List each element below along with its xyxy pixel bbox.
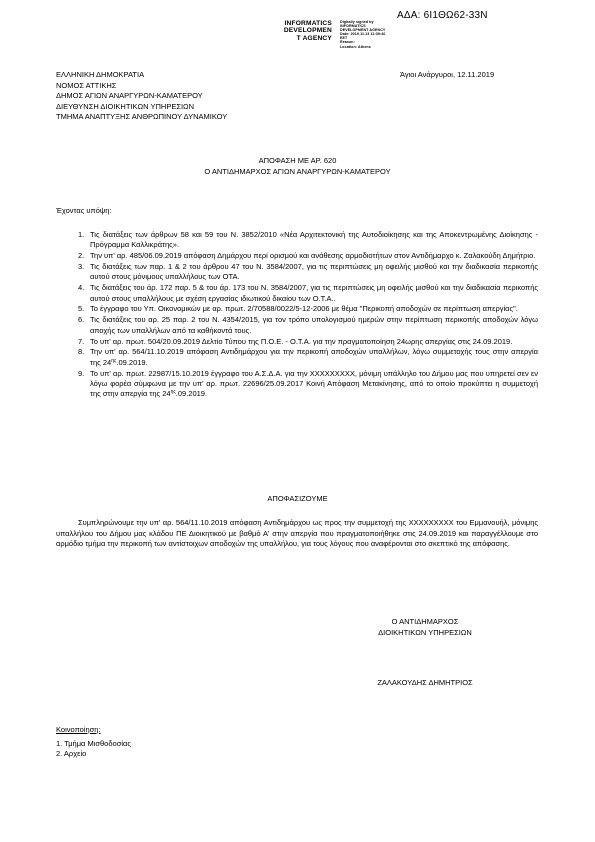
stamp-line: INFORMATICS bbox=[284, 20, 332, 27]
header-line: ΕΛΛΗΝΙΚΗ ΔΗΜΟΚΡΑΤΙΑ bbox=[56, 70, 145, 79]
item-number: 6. bbox=[78, 315, 85, 325]
list-item bbox=[78, 369, 538, 400]
stamp-fine-line: Digitally signed by bbox=[340, 20, 374, 24]
header-line: ΔΗΜΟΣ ΑΓΙΩΝ ΑΝΑΡΓΥΡΩΝ-ΚΑΜΑΤΕΡΟΥ bbox=[56, 91, 203, 100]
list-item bbox=[78, 251, 538, 261]
stamp-line: DEVELOPMEN bbox=[283, 27, 332, 35]
decision-text: Συμπληρώνουμε την υπ' αρ. 564/11.10.2019 απόφαση Αντιδημάρχου ως προς την συμμετοχή της ΧΧΧΧΧΧΧΧΧ του Εμμανουήλ, μόνιμης υπαλλήλου του Δήμου μας κλάδου ΠΕ Διοικητικού με βαθμό Α' στην απεργία που πραγματοποιήθηκε στις 24.09.2019 και παραγγέλλουμε στο αρμόδιο τμήμα την περικοπή των αντίστοιχων αποδοχών της υπαλλήλου, για τους λόγους που αναφέρονται στο σκεπτικό της απόφασης. bbox=[56, 518, 538, 548]
issuer-title: Ο ΑΝΤΙΔΗΜΑΡΧΟΣ ΑΓΙΩΝ ΑΝΑΡΓΥΡΩΝ-ΚΑΜΑΤΕΡΟΥ bbox=[204, 166, 391, 176]
list-item bbox=[78, 337, 538, 347]
list-item bbox=[78, 304, 538, 314]
distribution-heading: Κοινοποίηση: bbox=[56, 725, 101, 734]
item-text: Τις διατάξεις του αρ. 25 παρ. 2 του Ν. 4354/2015, για τον τρόπο υπολογισμού ημερών στην περίπτωση περικοπής αποδοχών λόγω αποχής των υπαλλήλων από τα καθήκοντά τους. bbox=[90, 315, 538, 335]
place-date: Άγιοι Ανάργυροι, 12.11.2019 bbox=[400, 70, 495, 79]
signatory-block bbox=[340, 617, 510, 638]
item-text: Τις διατάξεις των παρ. 1 & 2 του άρθρου 47 του Ν. 3584/2007, για τις περιπτώσεις μη οφειλής μισθού και την διαδικασία περικοπής αυτού στους μόνιμους υπαλλήλους των ΟΤΑ. bbox=[90, 262, 538, 282]
stamp-fine-line: Date: 2019.11.13 11:39:40 bbox=[340, 32, 386, 37]
signatory-department: ΔΙΟΙΚΗΤΙΚΩΝ ΥΠΗΡΕΣΙΩΝ bbox=[378, 627, 472, 637]
item-number: 4. bbox=[78, 283, 85, 293]
item-number: 8. bbox=[78, 347, 85, 357]
item-number: 5. bbox=[78, 304, 85, 314]
item-text-end: .09.2019. bbox=[116, 357, 148, 367]
item-number: 9. bbox=[78, 368, 85, 378]
item-number: 2. bbox=[78, 251, 85, 261]
document-title bbox=[0, 156, 595, 177]
stamp-line: T AGENCY bbox=[296, 34, 332, 42]
decision-number: ΑΠΟΦΑΣΗ ΜΕ ΑΡ. 620 bbox=[258, 156, 337, 165]
distribution-item: 2. Αρχείο bbox=[56, 749, 87, 758]
list-item bbox=[78, 230, 538, 251]
list-item bbox=[78, 347, 538, 368]
header-line: ΔΙΕΥΘΥΝΣΗ ΔΙΟΙΚΗΤΙΚΩΝ ΥΠΗΡΕΣΙΩΝ bbox=[56, 101, 195, 111]
stamp-fine-line: Reason: bbox=[340, 40, 355, 45]
stamp-fine-line: INFORMATICS bbox=[340, 24, 366, 29]
header-line: ΝΟΜΟΣ ΑΤΤΙΚΗΣ bbox=[56, 80, 117, 90]
item-text: Τις διατάξεις των άρθρων 58 και 59 του Ν. 3852/2010 «Νέα Αρχιτεκτονική της Αυτοδιοίκησης και της Αποκεντρωμένης Διοίκησης - Πρόγραμμα Καλλικράτης». bbox=[90, 230, 538, 250]
item-text: Τις διατάξεις του άρ. 172 παρ. 5 & του άρ. 173 του Ν. 3584/2007, για τις περιπτώσεις μη οφειλής μισθού και την διαδικασία περικοπής αυτού στους υπαλλήλους με σχέση εργασίας ιδιωτικού δικαίου των Ο.Τ.Α.. bbox=[90, 283, 538, 303]
header-line: ΤΜΗΜΑ ΑΝΑΠΤΥΞΗΣ ΑΝΘΡΩΠΙΝΟΥ ΔΥΝΑΜΙΚΟΥ bbox=[56, 112, 228, 121]
signatory-name: ΖΑΛΑΚΟΥΔΗΣ ΔΗΜΗΤΡΙΟΣ bbox=[377, 678, 473, 687]
decision-paragraph bbox=[56, 518, 538, 550]
item-text: Το έγγραφο του Υπ. Οικονομικών με αρ. πρωτ. 2/70588/0022/5-12-2006 με θέμα "Περικοπή αποδοχών σε περίπτωση απεργίας". bbox=[90, 304, 518, 314]
distribution-block bbox=[56, 725, 131, 760]
item-text: Το υπ' αρ. πρωτ. 22987/15.10.2019 έγγραφο του Α.Σ.Δ.Α. για την ΧΧΧΧΧΧΧΧΧ, μόνιμη υπάλληλο του Δήμου μας που υπηρετεί σεν εν λόγω φορέα σύμφωνα με την υπ' αρ. πρωτ. 22696/25.09.2017 Κοινή Απόφαση Μετακίνησης, από το οποίο προκύπτει η συμμετοχή της στην απεργία της 24 bbox=[90, 368, 538, 399]
list-item bbox=[78, 283, 538, 304]
item-text: Το υπ' αρ. πρωτ. 504/20.09.2019 Δελτίο Τύπου της Π.Ο.Ε. - Ο.Τ.Α. για την πραγματοποίηση 24ωρης απεργίας στις 24.09.2019. bbox=[90, 336, 513, 346]
item-text: Την υπ' αρ. 485/06.09.2019 απόφαση Δημάρχου περί ορισμού και ανάθεσης αρμοδιοτήτων στον Αντιδήμαρχο κ. Ζαλακούδη Δημήτριο. bbox=[90, 251, 536, 261]
signatory-role: Ο ΑΝΤΙΔΗΜΑΡΧΟΣ bbox=[391, 617, 459, 626]
item-number: 7. bbox=[78, 336, 85, 346]
issuer-header bbox=[56, 70, 227, 123]
stamp-fine-print bbox=[340, 20, 390, 49]
distribution-item: 1. Τμήμα Μισθοδοσίας bbox=[56, 738, 131, 748]
item-number: 1. bbox=[78, 230, 85, 239]
stamp-fine-line: EET bbox=[340, 36, 348, 41]
stamp-organization bbox=[284, 20, 332, 42]
stamp-fine-line: Location: Athens bbox=[340, 44, 371, 49]
list-item bbox=[78, 315, 538, 336]
considerations-list bbox=[78, 230, 538, 400]
item-superscript: ης bbox=[170, 389, 176, 396]
item-superscript: ης bbox=[111, 357, 117, 364]
item-text: Την υπ' αρ. 564/11.10.2019 απόφαση Αντιδημάρχου για την περικοπή αποδοχών υπαλλήλων, λόγω συμμετοχής τους στην απεργία της 24 bbox=[90, 347, 538, 367]
item-text-end: .09.2019. bbox=[175, 389, 208, 399]
decision-heading: ΑΠΟΦΑΣΙΖΟΥΜΕ bbox=[267, 494, 328, 503]
considerations-intro: Έχοντας υπόψη: bbox=[56, 206, 112, 215]
list-item bbox=[78, 262, 538, 283]
ada-code: ΑΔΑ: 6Ι1ΘΩ62-33Ν bbox=[397, 10, 488, 21]
stamp-fine-line: DEVELOPMENT AGENCY bbox=[340, 28, 386, 33]
item-number: 3. bbox=[78, 262, 85, 272]
